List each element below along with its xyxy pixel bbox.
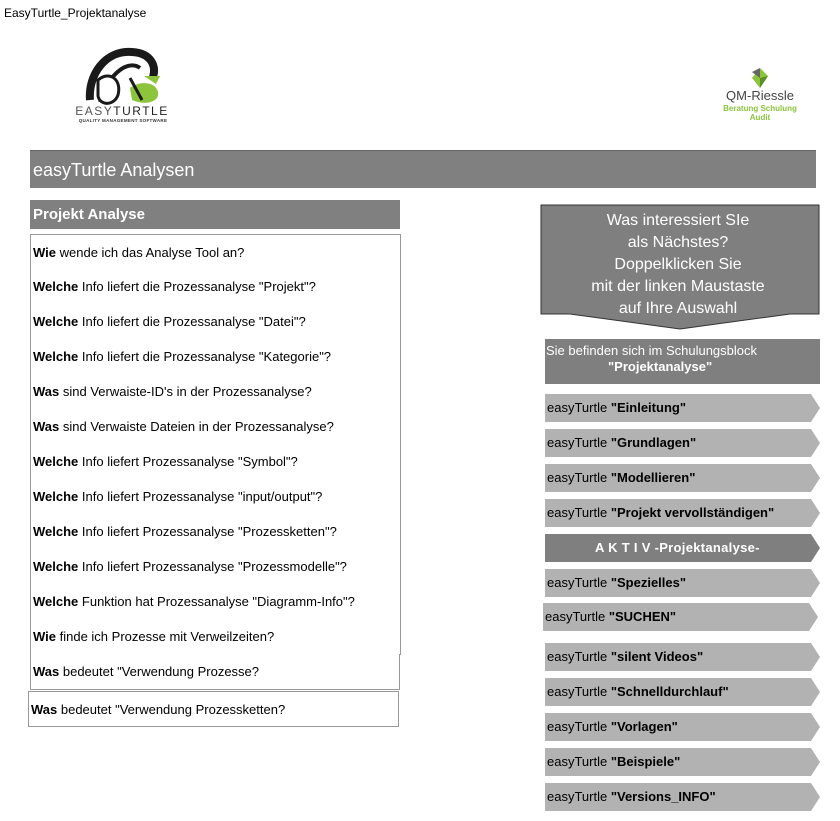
nav-item[interactable] (545, 464, 821, 492)
nav-item-name: "Spezielles" (610, 575, 687, 590)
question-keyword: Was (33, 664, 60, 679)
nav-item-label: A K T I V -Projektanalyse- (595, 540, 760, 555)
question-keyword: Welche (33, 489, 79, 504)
question-text: Info liefert die Prozessanalyse "Datei"? (78, 314, 306, 329)
question-item[interactable] (30, 304, 401, 340)
nav-item-label (547, 713, 678, 741)
nav-item-name: "Beispiele" (610, 754, 681, 769)
current-block-box (545, 339, 820, 384)
nav-item-name: "Schnelldurchlauf" (610, 684, 729, 699)
question-text: Funktion hat Prozessanalyse "Diagramm-Info"? (78, 594, 355, 609)
question-text: finde ich Prozesse mit Verweilzeiten? (56, 629, 275, 644)
nav-item-prefix: easyTurtle (547, 505, 611, 520)
question-item[interactable] (30, 514, 401, 550)
question-keyword: Wie (33, 629, 56, 644)
nav-item[interactable] (545, 499, 821, 527)
nav-item-label (547, 783, 716, 811)
nav-item[interactable] (545, 713, 821, 741)
question-text: wende ich das Analyse Tool an? (56, 245, 245, 260)
question-keyword: Welche (33, 454, 79, 469)
nav-item-label (547, 429, 696, 457)
question-item[interactable] (30, 269, 401, 305)
question-keyword: Wie (33, 245, 56, 260)
question-text: Info liefert die Prozessanalyse "Projekt"? (78, 279, 316, 294)
nav-item-label (545, 603, 676, 631)
nav-item-prefix: easyTurtle (547, 435, 611, 450)
question-text: Info liefert Prozessanalyse "Prozessmodelle"? (78, 559, 347, 574)
question-keyword: Was (31, 702, 58, 717)
question-item[interactable] (28, 691, 399, 727)
window-title: EasyTurtle_Projektanalyse (4, 6, 147, 20)
nav-item-label (547, 394, 686, 422)
question-keyword: Welche (33, 279, 79, 294)
nav-item-prefix: easyTurtle (547, 575, 611, 590)
question-keyword: Was (33, 384, 60, 399)
question-text: Info liefert Prozessanalyse "Symbol"? (78, 454, 298, 469)
question-item[interactable] (30, 654, 400, 690)
question-item[interactable] (30, 374, 401, 410)
nav-item[interactable] (545, 394, 821, 422)
qm-riessle-tagline: Beratung Schulung Audit (723, 104, 797, 122)
callout-line: mit der linken Maustaste (591, 278, 765, 295)
question-keyword: Welche (33, 524, 79, 539)
nav-item-name: "Einleitung" (610, 400, 686, 415)
nav-item-name: "Vorlagen" (610, 719, 678, 734)
nav-item[interactable] (545, 643, 821, 671)
nav-item[interactable] (543, 603, 819, 631)
nav-item[interactable] (545, 783, 821, 811)
question-item[interactable] (30, 479, 401, 515)
nav-item-label (547, 678, 729, 706)
easyturtle-tagline: QUALITY MANAGEMENT SOFTWARE (78, 118, 168, 123)
page-header: easyTurtle Analysen (30, 150, 816, 188)
callout-line: Was interessiert SIe (606, 212, 750, 229)
question-text: bedeutet "Verwendung Prozessketten? (57, 702, 286, 717)
question-item[interactable] (30, 444, 401, 480)
question-keyword: Welche (33, 349, 79, 364)
question-item[interactable] (30, 619, 401, 655)
question-text: Info liefert Prozessanalyse "input/output"? (78, 489, 323, 504)
question-item[interactable] (30, 409, 401, 445)
callout-text (548, 210, 808, 320)
question-keyword: Welche (33, 314, 79, 329)
question-text: Info liefert Prozessanalyse "Prozessketten"? (78, 524, 337, 539)
nav-item-prefix: easyTurtle (547, 684, 611, 699)
nav-item-label (547, 569, 686, 597)
nav-item-name: "Modellieren" (610, 470, 696, 485)
qm-riessle-logo-icon (748, 66, 772, 90)
nav-item-name: "SUCHEN" (608, 609, 677, 624)
nav-item-prefix: easyTurtle (547, 789, 611, 804)
question-keyword: Welche (33, 559, 79, 574)
nav-item[interactable] (545, 569, 821, 597)
question-keyword: Was (33, 419, 60, 434)
question-text: sind Verwaiste-ID's in der Prozessanalyse? (59, 384, 312, 399)
nav-item-label (547, 643, 703, 671)
question-item[interactable] (30, 549, 401, 585)
callout-line: als Nächstes? (627, 234, 729, 251)
question-keyword: Welche (33, 594, 79, 609)
question-text: sind Verwaiste Dateien in der Prozessanalyse? (59, 419, 334, 434)
nav-item-prefix: easyTurtle (547, 754, 611, 769)
section-title: Projekt Analyse (30, 200, 400, 229)
question-text: Info liefert die Prozessanalyse "Kategorie"? (78, 349, 332, 364)
nav-item-prefix: easyTurtle (545, 609, 609, 624)
easyturtle-wordmark: EASYTURTLE (75, 104, 169, 118)
nav-item[interactable] (545, 429, 821, 457)
question-item[interactable] (30, 584, 401, 620)
nav-item[interactable] (545, 678, 821, 706)
nav-item-prefix: easyTurtle (547, 649, 611, 664)
nav-item-prefix: easyTurtle (547, 719, 611, 734)
question-text: bedeutet "Verwendung Prozesse? (59, 664, 260, 679)
current-block-name: "Projektanalyse" (608, 359, 713, 374)
question-item[interactable] (30, 234, 401, 270)
nav-item-name: "Grundlagen" (610, 435, 697, 450)
callout-line: auf Ihre Auswahl (618, 300, 738, 317)
callout-line: Doppelklicken Sie (614, 256, 742, 273)
nav-item-label (547, 748, 680, 776)
nav-item-prefix: easyTurtle (547, 470, 611, 485)
qm-riessle-name: QM-Riessle (726, 88, 794, 103)
nav-item-label (547, 499, 774, 527)
nav-item[interactable] (545, 748, 821, 776)
question-item[interactable] (30, 339, 401, 375)
nav-item-name: "silent Videos" (610, 649, 704, 664)
nav-item-active[interactable] (545, 534, 821, 562)
current-block-label: Sie befinden sich im Schulungsblock (546, 343, 758, 358)
nav-item-name: "Versions_INFO" (610, 789, 716, 804)
nav-item-label (547, 464, 695, 492)
nav-item-name: "Projekt vervollständigen" (610, 505, 775, 520)
nav-item-prefix: easyTurtle (547, 400, 611, 415)
